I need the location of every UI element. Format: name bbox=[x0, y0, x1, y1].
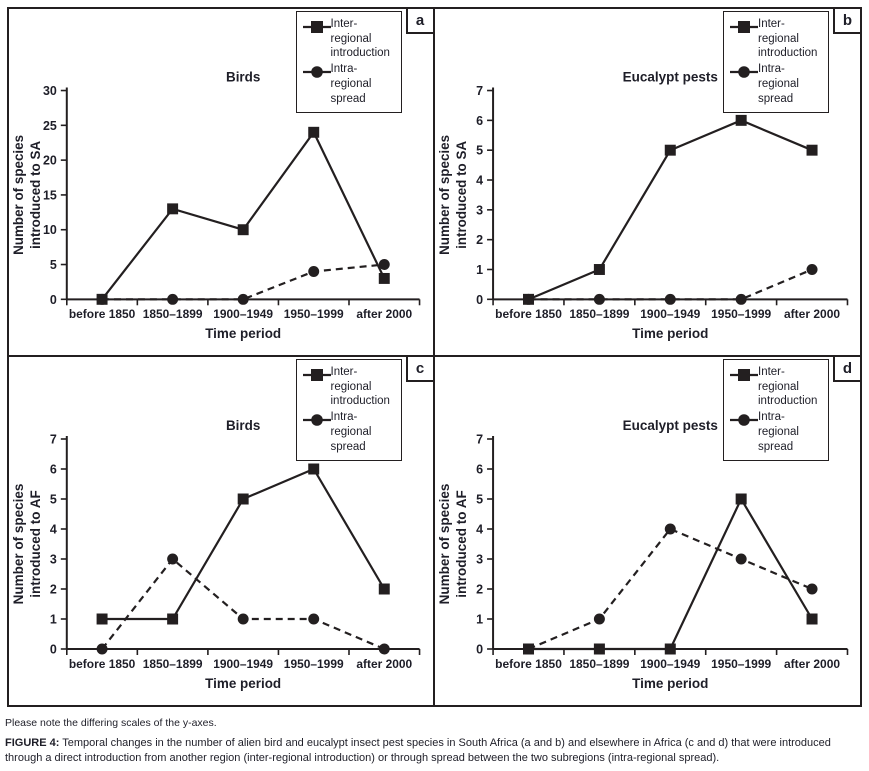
legend-label bbox=[758, 365, 824, 409]
chart-title: Birds bbox=[225, 417, 261, 434]
y-axis-label-line1: Number of species bbox=[10, 483, 26, 605]
x-tick-label: after 2000 bbox=[783, 307, 840, 322]
data-point-square bbox=[238, 224, 249, 235]
y-axis-label-line2: introduced to SA bbox=[453, 140, 469, 249]
y-axis-label-line1: Number of species bbox=[436, 134, 452, 255]
chart-title: Eucalypt pests bbox=[622, 418, 718, 433]
legend-label-line1: Inter-regional bbox=[330, 366, 372, 393]
data-point-square bbox=[308, 464, 319, 475]
y-tick-label: 4 bbox=[49, 522, 57, 537]
x-tick-label: 1900–1949 bbox=[639, 657, 700, 671]
data-point-square bbox=[664, 644, 675, 655]
y-tick-label: 20 bbox=[42, 153, 57, 168]
x-tick-label: 1850–1899 bbox=[568, 307, 629, 322]
panel-a bbox=[9, 9, 435, 357]
x-tick-label: 1950–1999 bbox=[710, 657, 771, 671]
legend-label-line1: Inter-regional bbox=[330, 18, 372, 45]
legend-entry-inter-regional bbox=[730, 365, 824, 409]
data-point-circle bbox=[664, 524, 675, 535]
data-point-circle bbox=[379, 259, 390, 270]
panel-letter-d: d bbox=[833, 357, 860, 382]
series-line bbox=[102, 469, 384, 619]
data-point-square bbox=[167, 614, 178, 625]
data-point-circle bbox=[238, 294, 249, 305]
series-line bbox=[528, 499, 812, 649]
y-tick-label: 10 bbox=[42, 223, 57, 238]
data-point-circle bbox=[593, 614, 604, 625]
series-intra-regional bbox=[523, 524, 818, 655]
data-point-square bbox=[806, 145, 817, 156]
y-tick-label: 30 bbox=[42, 84, 57, 98]
data-point-square bbox=[167, 203, 178, 214]
figure-caption-label: FIGURE 4: bbox=[5, 737, 60, 749]
data-point-circle bbox=[735, 554, 746, 565]
series-line bbox=[102, 559, 384, 649]
data-point-square bbox=[593, 264, 604, 275]
figure-caption-text: Temporal changes in the number of alien bird and eucalypt insect pest species in South Africa (a and b) and elsewhere in Africa (c and d) that were introduced through a direct introduction from another region (inter-regional introduction) or through spread between the two subregions (intra-regional spread). bbox=[5, 737, 831, 764]
y-tick-label: 0 bbox=[475, 642, 483, 657]
series-inter-regional bbox=[523, 494, 818, 655]
x-tick-label: after 2000 bbox=[356, 307, 413, 322]
y-tick-label: 2 bbox=[49, 582, 57, 597]
square-marker-icon bbox=[303, 368, 331, 382]
y-tick-label: 2 bbox=[475, 233, 483, 248]
legend bbox=[723, 11, 829, 113]
circle-marker-icon bbox=[303, 413, 331, 427]
data-point-circle bbox=[379, 644, 390, 655]
y-tick-label: 4 bbox=[475, 173, 483, 188]
x-tick-label: 1900–1949 bbox=[213, 307, 274, 322]
y-tick-label: 3 bbox=[475, 203, 483, 218]
legend-label-line1: Intra-regional bbox=[758, 411, 799, 438]
legend-label bbox=[758, 410, 824, 454]
panel-letter-a: a bbox=[406, 9, 433, 34]
legend-label-line2: introduction bbox=[758, 395, 818, 408]
data-point-square bbox=[379, 273, 390, 284]
y-axis-label-line1: Number of species bbox=[10, 134, 26, 255]
data-point-square bbox=[379, 584, 390, 595]
panel-letter-b: b bbox=[833, 9, 860, 34]
y-tick-label: 2 bbox=[475, 582, 483, 597]
panel-c bbox=[9, 357, 435, 705]
x-tick-label: before 1850 bbox=[68, 307, 136, 322]
legend-entry-intra-regional bbox=[303, 410, 397, 454]
legend-label-line2: spread bbox=[758, 440, 794, 453]
data-point-square bbox=[806, 614, 817, 625]
legend-entry-intra-regional bbox=[730, 410, 824, 454]
legend-label-line2: introduction bbox=[330, 47, 390, 60]
series-inter-regional bbox=[97, 127, 390, 305]
legend-label-line1: Inter-regional bbox=[758, 366, 799, 393]
y-tick-label: 0 bbox=[49, 292, 57, 307]
legend-entry-inter-regional bbox=[303, 365, 397, 409]
data-point-circle bbox=[97, 294, 108, 305]
x-tick-label: after 2000 bbox=[783, 657, 840, 671]
y-tick-label: 1 bbox=[475, 263, 483, 277]
y-axis-label-line2: introduced to AF bbox=[27, 490, 43, 598]
y-tick-label: 3 bbox=[49, 552, 57, 567]
panel-d bbox=[435, 357, 861, 705]
circle-marker-icon bbox=[730, 413, 758, 427]
legend-entry-intra-regional bbox=[303, 62, 397, 106]
y-tick-label: 6 bbox=[49, 462, 57, 477]
chart-title: Birds bbox=[225, 69, 261, 85]
series-intra-regional bbox=[97, 259, 390, 305]
x-tick-label: 1900–1949 bbox=[639, 307, 700, 322]
legend-label bbox=[758, 17, 824, 61]
data-point-square bbox=[735, 494, 746, 505]
y-tick-label: 4 bbox=[475, 522, 483, 537]
x-tick-label: before 1850 bbox=[494, 657, 562, 671]
data-point-square bbox=[593, 644, 604, 655]
y-tick-label: 6 bbox=[475, 113, 483, 128]
legend-label-line1: Intra-regional bbox=[330, 411, 372, 438]
x-axis-label: Time period bbox=[205, 675, 282, 692]
circle-marker-icon bbox=[303, 65, 331, 79]
x-tick-label: before 1850 bbox=[68, 656, 136, 672]
data-point-circle bbox=[167, 554, 178, 565]
data-point-circle bbox=[523, 294, 534, 305]
legend-label-line2: spread bbox=[330, 92, 366, 105]
y-tick-label: 3 bbox=[475, 552, 483, 567]
data-point-square bbox=[97, 614, 108, 625]
legend-entry-inter-regional bbox=[303, 17, 397, 61]
data-point-circle bbox=[664, 294, 675, 305]
data-point-circle bbox=[167, 294, 178, 305]
square-marker-icon bbox=[730, 20, 758, 34]
legend-label bbox=[331, 17, 397, 61]
y-tick-label: 6 bbox=[475, 462, 483, 477]
x-tick-label: 1900–1949 bbox=[213, 656, 274, 672]
legend-label bbox=[331, 62, 397, 106]
x-tick-label: 1950–1999 bbox=[283, 307, 344, 322]
series-line bbox=[102, 132, 384, 299]
y-tick-label: 5 bbox=[475, 492, 483, 507]
x-tick-label: 1950–1999 bbox=[710, 307, 771, 322]
x-axis-label: Time period bbox=[631, 326, 708, 342]
legend bbox=[723, 359, 829, 461]
scale-note: Please note the differing scales of the y-axes. bbox=[5, 717, 217, 729]
x-tick-label: 1950–1999 bbox=[283, 656, 344, 672]
legend-label-line1: Intra-regional bbox=[330, 63, 372, 90]
x-tick-label: 1850–1899 bbox=[142, 307, 203, 322]
data-point-circle bbox=[806, 264, 817, 275]
data-point-circle bbox=[97, 644, 108, 655]
x-tick-label: before 1850 bbox=[494, 307, 562, 322]
y-tick-label: 5 bbox=[49, 258, 57, 272]
y-tick-label: 5 bbox=[49, 492, 57, 507]
x-tick-label: 1850–1899 bbox=[142, 656, 203, 672]
x-tick-label: after 2000 bbox=[356, 656, 413, 672]
figure-caption-block bbox=[5, 717, 863, 766]
data-point-circle bbox=[238, 614, 249, 625]
square-marker-icon bbox=[730, 368, 758, 382]
y-tick-label: 1 bbox=[49, 612, 57, 627]
y-tick-label: 1 bbox=[475, 612, 483, 627]
data-point-circle bbox=[593, 294, 604, 305]
panel-b bbox=[435, 9, 861, 357]
legend-label-line2: introduction bbox=[758, 47, 818, 60]
data-point-square bbox=[664, 145, 675, 156]
chart-title: Eucalypt pests bbox=[622, 69, 718, 85]
series-inter-regional bbox=[523, 115, 818, 305]
legend bbox=[296, 11, 402, 113]
data-point-circle bbox=[735, 294, 746, 305]
legend-label bbox=[331, 410, 397, 454]
legend-label bbox=[758, 62, 824, 106]
y-tick-label: 15 bbox=[42, 188, 57, 203]
data-point-circle bbox=[308, 614, 319, 625]
legend bbox=[296, 359, 402, 461]
x-axis-label: Time period bbox=[205, 326, 282, 342]
x-axis-label: Time period bbox=[631, 676, 708, 691]
legend-entry-intra-regional bbox=[730, 62, 824, 106]
figure-caption bbox=[5, 736, 863, 766]
y-axis-label-line2: introduced to AF bbox=[453, 490, 469, 598]
y-axis-label-line2: introduced to SA bbox=[27, 140, 43, 249]
legend-label bbox=[331, 365, 397, 409]
data-point-square bbox=[238, 494, 249, 505]
legend-entry-inter-regional bbox=[730, 17, 824, 61]
y-tick-label: 0 bbox=[49, 642, 57, 657]
legend-label-line1: Inter-regional bbox=[758, 18, 799, 45]
y-tick-label: 7 bbox=[475, 432, 483, 447]
y-tick-label: 25 bbox=[42, 118, 57, 133]
data-point-circle bbox=[308, 266, 319, 277]
y-tick-label: 5 bbox=[475, 143, 483, 158]
legend-label-line2: spread bbox=[758, 92, 794, 105]
y-axis-label-line1: Number of species bbox=[436, 483, 452, 605]
data-point-square bbox=[308, 127, 319, 138]
figure-panels bbox=[7, 7, 862, 707]
series-intra-regional bbox=[97, 554, 390, 655]
circle-marker-icon bbox=[730, 65, 758, 79]
y-tick-label: 7 bbox=[49, 432, 57, 447]
legend-label-line2: spread bbox=[330, 440, 366, 453]
y-tick-label: 0 bbox=[475, 292, 483, 307]
legend-label-line1: Intra-regional bbox=[758, 63, 799, 90]
y-tick-label: 7 bbox=[475, 84, 483, 98]
square-marker-icon bbox=[303, 20, 331, 34]
panel-letter-c: c bbox=[406, 357, 433, 382]
data-point-circle bbox=[523, 644, 534, 655]
x-tick-label: 1850–1899 bbox=[568, 657, 629, 671]
data-point-square bbox=[735, 115, 746, 126]
legend-label-line2: introduction bbox=[330, 395, 390, 408]
data-point-circle bbox=[806, 584, 817, 595]
